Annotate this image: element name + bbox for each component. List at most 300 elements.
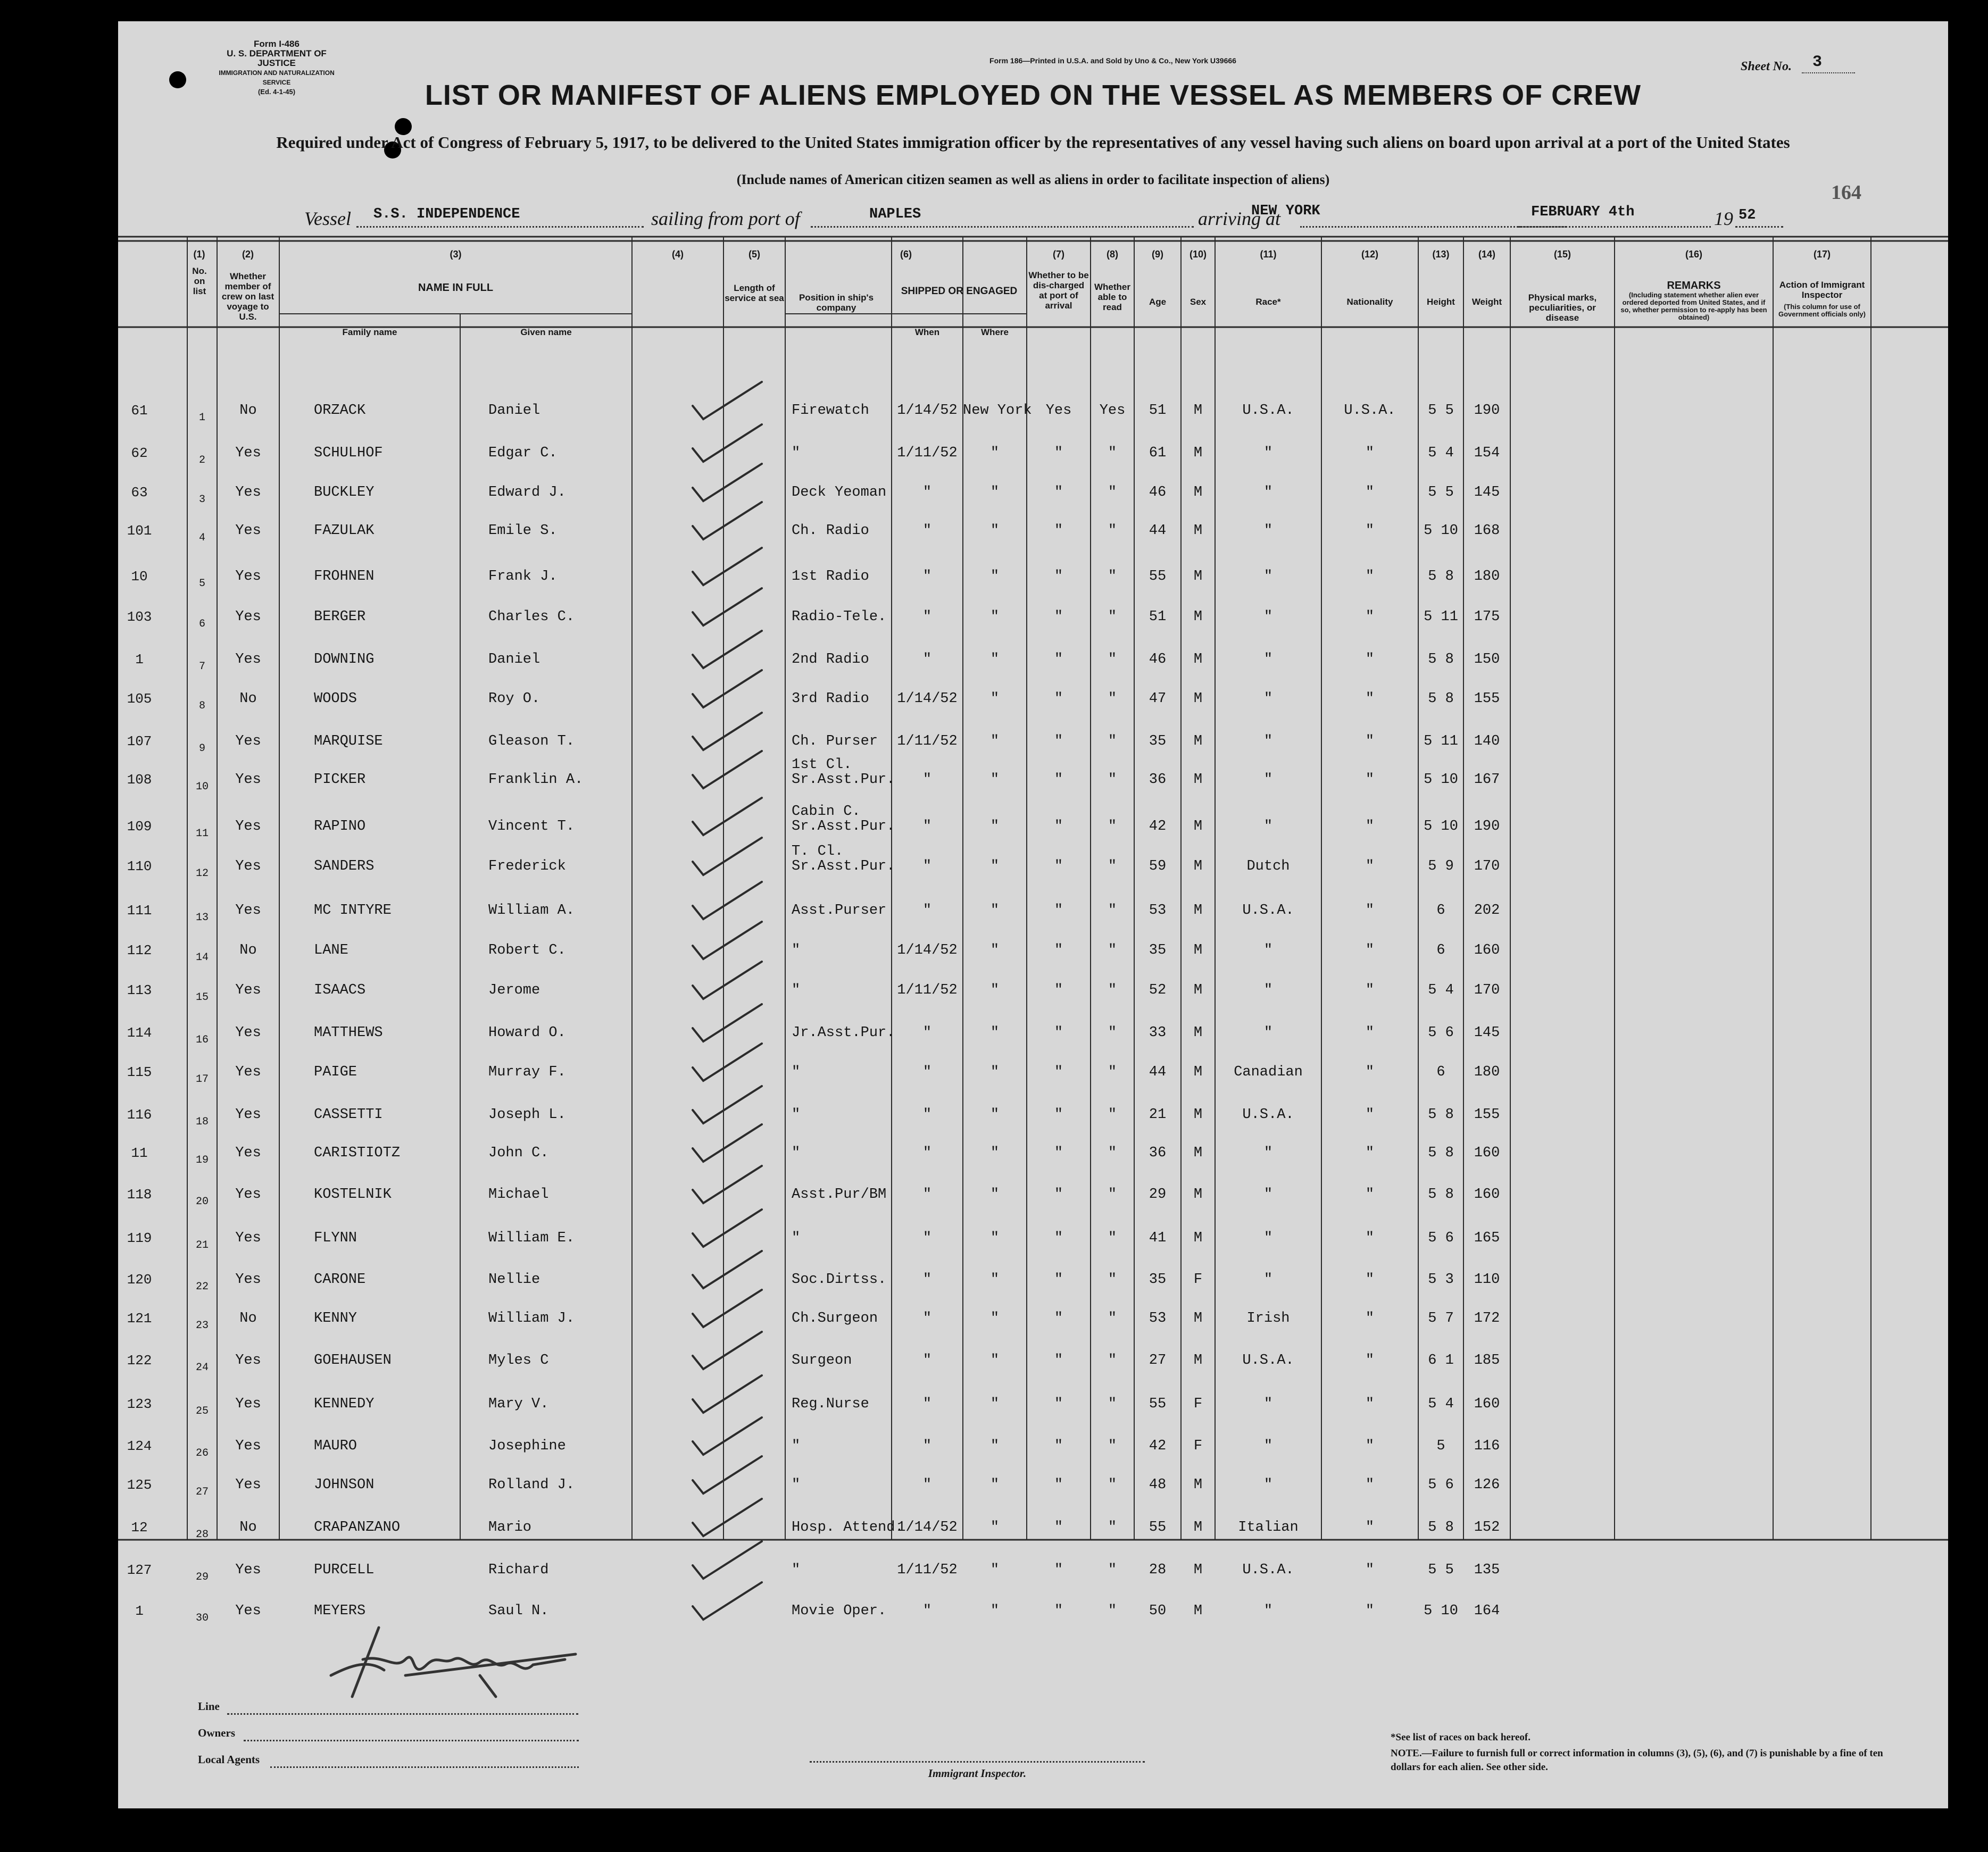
header-race: Race* bbox=[1255, 297, 1281, 307]
row-discharged: " bbox=[1054, 485, 1063, 500]
row-discharged: " bbox=[1054, 903, 1063, 919]
row-margin-number: 105 bbox=[127, 691, 152, 707]
row-able-to-read: " bbox=[1108, 982, 1117, 998]
row-list-number: 3 bbox=[198, 494, 205, 506]
row-sex: F bbox=[1193, 1438, 1203, 1454]
col-number: (2) bbox=[242, 249, 254, 260]
row-prev-voyage: Yes bbox=[235, 1145, 261, 1161]
row-nationality: " bbox=[1365, 652, 1375, 668]
row-nationality: " bbox=[1365, 733, 1375, 749]
service: IMMIGRATION AND NATURALIZATION SERVICE bbox=[219, 69, 335, 86]
vessel-label: Vessel bbox=[304, 208, 351, 229]
row-able-to-read: " bbox=[1108, 569, 1117, 585]
row-prev-voyage: No bbox=[239, 403, 257, 419]
check-mark-icon bbox=[682, 746, 767, 794]
row-prev-voyage: Yes bbox=[235, 903, 261, 919]
check-mark-icon bbox=[682, 497, 767, 545]
row-margin-number: 107 bbox=[127, 733, 152, 749]
row-margin-number: 101 bbox=[127, 523, 152, 539]
row-race: U.S.A. bbox=[1242, 1353, 1294, 1369]
col-number: (8) bbox=[1107, 249, 1118, 260]
header-where: Where bbox=[981, 327, 1009, 337]
row-able-to-read: " bbox=[1108, 1520, 1117, 1536]
row-height: 5 5 bbox=[1428, 485, 1454, 500]
row-age: 29 bbox=[1149, 1187, 1167, 1203]
row-position: Surgeon bbox=[792, 1353, 852, 1369]
row-given-name: Michael bbox=[488, 1187, 549, 1203]
row-shipped-where: " bbox=[990, 982, 1000, 998]
row-able-to-read: " bbox=[1108, 733, 1117, 749]
row-margin-number: 1 bbox=[135, 1603, 144, 1619]
row-weight: 170 bbox=[1474, 982, 1500, 998]
row-position: Soc.Dirtss. bbox=[792, 1272, 887, 1288]
row-family-name: SCHULHOF bbox=[314, 445, 383, 461]
line-fill bbox=[227, 1713, 578, 1715]
row-weight: 152 bbox=[1474, 1520, 1500, 1536]
row-height: 5 11 bbox=[1424, 609, 1458, 625]
sheet-no-value: 3 bbox=[1812, 53, 1823, 71]
row-prev-voyage: Yes bbox=[235, 1107, 261, 1123]
row-race: " bbox=[1263, 569, 1273, 585]
row-prev-voyage: No bbox=[239, 1311, 257, 1327]
row-discharged: " bbox=[1054, 982, 1063, 998]
row-nationality: " bbox=[1365, 1562, 1375, 1578]
row-nationality: " bbox=[1365, 1107, 1375, 1123]
row-shipped-where: " bbox=[990, 1562, 1000, 1578]
row-sex: M bbox=[1193, 903, 1203, 919]
row-weight: 202 bbox=[1474, 903, 1500, 919]
row-position: Ch.Surgeon bbox=[792, 1311, 878, 1327]
row-race: " bbox=[1263, 1272, 1273, 1288]
row-race: " bbox=[1263, 942, 1273, 958]
col-number: (7) bbox=[1053, 249, 1064, 260]
row-position: Firewatch bbox=[792, 403, 869, 419]
row-shipped-when: " bbox=[922, 858, 932, 874]
row-age: 53 bbox=[1149, 1311, 1167, 1327]
row-given-name: John C. bbox=[488, 1145, 549, 1161]
row-age: 35 bbox=[1149, 733, 1167, 749]
col-number: (9) bbox=[1152, 249, 1163, 260]
row-list-number: 13 bbox=[195, 912, 209, 924]
row-shipped-when: " bbox=[922, 1187, 932, 1203]
row-list-number: 15 bbox=[195, 991, 209, 1004]
row-sex: M bbox=[1193, 772, 1203, 788]
row-discharged: " bbox=[1054, 1064, 1063, 1080]
header-family-name: Family name bbox=[342, 327, 397, 337]
row-able-to-read: " bbox=[1108, 1311, 1117, 1327]
row-able-to-read: " bbox=[1108, 903, 1117, 919]
row-weight: 180 bbox=[1474, 1064, 1500, 1080]
row-shipped-when: " bbox=[922, 1311, 932, 1327]
row-height: 6 bbox=[1436, 942, 1445, 958]
row-given-name: Joseph L. bbox=[488, 1107, 566, 1123]
row-discharged: " bbox=[1054, 569, 1063, 585]
row-height: 5 10 bbox=[1424, 819, 1458, 835]
row-discharged: " bbox=[1054, 942, 1063, 958]
row-shipped-where: " bbox=[990, 1064, 1000, 1080]
row-shipped-when: " bbox=[922, 523, 932, 539]
row-family-name: BERGER bbox=[314, 609, 366, 625]
row-family-name: MARQUISE bbox=[314, 733, 383, 749]
row-weight: 175 bbox=[1474, 609, 1500, 625]
row-sex: M bbox=[1193, 523, 1203, 539]
row-shipped-where: " bbox=[990, 1353, 1000, 1369]
row-position: " bbox=[792, 982, 801, 998]
row-shipped-where: " bbox=[990, 1520, 1000, 1536]
row-height: 5 5 bbox=[1428, 403, 1454, 419]
row-shipped-where: " bbox=[990, 652, 1000, 668]
row-prev-voyage: Yes bbox=[235, 819, 261, 835]
row-nationality: " bbox=[1365, 569, 1375, 585]
row-sex: M bbox=[1193, 858, 1203, 874]
row-list-number: 2 bbox=[198, 454, 205, 466]
row-shipped-when: " bbox=[922, 1145, 932, 1161]
row-prev-voyage: Yes bbox=[235, 569, 261, 585]
row-race: U.S.A. bbox=[1242, 1107, 1294, 1123]
row-prev-voyage: Yes bbox=[235, 733, 261, 749]
col-number: (6) bbox=[900, 249, 912, 260]
row-position: " bbox=[792, 1107, 801, 1123]
row-shipped-when: " bbox=[922, 1064, 932, 1080]
row-race: " bbox=[1263, 1145, 1273, 1161]
signature bbox=[320, 1596, 597, 1713]
row-list-number: 22 bbox=[195, 1281, 209, 1293]
row-given-name: Mario bbox=[488, 1520, 532, 1536]
row-discharged: Yes bbox=[1045, 403, 1072, 419]
row-race: " bbox=[1263, 652, 1273, 668]
check-mark-icon bbox=[682, 1038, 767, 1086]
row-position: Asst.Purser bbox=[792, 903, 887, 919]
row-age: 36 bbox=[1149, 1145, 1167, 1161]
row-given-name: Edward J. bbox=[488, 485, 566, 500]
col-number: (1) bbox=[193, 249, 205, 260]
row-weight: 145 bbox=[1474, 1025, 1500, 1041]
row-race: U.S.A. bbox=[1242, 403, 1294, 419]
row-family-name: FLYNN bbox=[314, 1230, 357, 1246]
row-given-name: Roy O. bbox=[488, 691, 540, 707]
row-shipped-where: " bbox=[990, 1311, 1000, 1327]
row-nationality: " bbox=[1365, 1145, 1375, 1161]
row-position: Cabin C. Sr.Asst.Pur. bbox=[792, 804, 895, 835]
row-list-number: 8 bbox=[198, 700, 205, 712]
row-age: 50 bbox=[1149, 1603, 1167, 1619]
row-position: Reg.Nurse bbox=[792, 1396, 869, 1412]
row-able-to-read: " bbox=[1108, 609, 1117, 625]
row-height: 5 8 bbox=[1428, 1107, 1454, 1123]
row-position: " bbox=[792, 1438, 801, 1454]
row-age: 52 bbox=[1149, 982, 1167, 998]
row-able-to-read: " bbox=[1108, 1145, 1117, 1161]
row-position: 1st Cl. Sr.Asst.Pur. bbox=[792, 757, 895, 788]
row-given-name: Frank J. bbox=[488, 569, 558, 585]
row-shipped-when: " bbox=[922, 1603, 932, 1619]
row-prev-voyage: Yes bbox=[235, 1025, 261, 1041]
inspector-label: Immigrant Inspector. bbox=[928, 1767, 1027, 1780]
row-nationality: U.S.A. bbox=[1344, 403, 1396, 419]
row-prev-voyage: Yes bbox=[235, 1353, 261, 1369]
inspector-fill bbox=[810, 1761, 1145, 1763]
header-inspector-note: (This column for use of Government officials only) bbox=[1778, 303, 1866, 318]
row-sex: F bbox=[1193, 1396, 1203, 1412]
row-list-number: 29 bbox=[195, 1571, 209, 1583]
row-position: " bbox=[792, 445, 801, 461]
row-height: 5 4 bbox=[1428, 982, 1454, 998]
row-sex: M bbox=[1193, 942, 1203, 958]
row-height: 5 10 bbox=[1424, 523, 1458, 539]
stamp-number: 164 bbox=[1831, 181, 1861, 204]
row-nationality: " bbox=[1365, 1603, 1375, 1619]
row-weight: 150 bbox=[1474, 652, 1500, 668]
row-sex: M bbox=[1193, 485, 1203, 500]
row-height: 5 7 bbox=[1428, 1311, 1454, 1327]
row-family-name: PICKER bbox=[314, 772, 366, 788]
row-list-number: 23 bbox=[195, 1320, 209, 1332]
row-list-number: 17 bbox=[195, 1073, 209, 1086]
row-weight: 190 bbox=[1474, 403, 1500, 419]
year-prefix: 19 bbox=[1714, 208, 1733, 229]
row-list-number: 16 bbox=[195, 1034, 209, 1046]
row-nationality: " bbox=[1365, 609, 1375, 625]
row-list-number: 12 bbox=[195, 867, 209, 880]
row-position: Hosp. Attend. bbox=[792, 1520, 904, 1536]
row-position: " bbox=[792, 942, 801, 958]
row-height: 6 bbox=[1436, 1064, 1445, 1080]
header-sex: Sex bbox=[1190, 297, 1207, 307]
row-prev-voyage: No bbox=[239, 942, 257, 958]
header-able-to-read: Whether able to read bbox=[1094, 282, 1130, 312]
check-mark-icon bbox=[682, 583, 767, 631]
punch-hole bbox=[69, 1515, 94, 1540]
col-number: (3) bbox=[450, 249, 462, 260]
row-nationality: " bbox=[1365, 1396, 1375, 1412]
row-margin-number: 127 bbox=[127, 1562, 152, 1578]
row-age: 44 bbox=[1149, 1064, 1167, 1080]
row-weight: 160 bbox=[1474, 1187, 1500, 1203]
col-number: (17) bbox=[1813, 249, 1831, 260]
row-nationality: " bbox=[1365, 1064, 1375, 1080]
row-nationality: " bbox=[1365, 942, 1375, 958]
row-height: 5 8 bbox=[1428, 1520, 1454, 1536]
line-label: Line bbox=[198, 1700, 220, 1713]
row-height: 5 8 bbox=[1428, 1145, 1454, 1161]
row-given-name: Franklin A. bbox=[488, 772, 584, 788]
row-race: " bbox=[1263, 445, 1273, 461]
row-race: " bbox=[1263, 733, 1273, 749]
penalty-note: NOTE.—Failure to furnish full or correct information in columns (3), (5), (6), and (7) is punishable by a fine of ten dollars for each alien. See other side. bbox=[1391, 1748, 1883, 1773]
row-given-name: Vincent T. bbox=[488, 819, 575, 835]
row-list-number: 18 bbox=[195, 1116, 209, 1128]
row-age: 36 bbox=[1149, 772, 1167, 788]
row-list-number: 1 bbox=[198, 412, 205, 424]
row-nationality: " bbox=[1365, 485, 1375, 500]
row-margin-number: 125 bbox=[127, 1477, 152, 1493]
row-shipped-when: 1/11/52 bbox=[897, 982, 958, 998]
row-prev-voyage: Yes bbox=[235, 445, 261, 461]
row-able-to-read: " bbox=[1108, 1064, 1117, 1080]
row-list-number: 5 bbox=[198, 578, 205, 590]
row-weight: 170 bbox=[1474, 858, 1500, 874]
check-mark-icon bbox=[682, 1451, 767, 1499]
row-age: 27 bbox=[1149, 1353, 1167, 1369]
row-given-name: William E. bbox=[488, 1230, 575, 1246]
row-shipped-when: " bbox=[922, 1353, 932, 1369]
row-list-number: 25 bbox=[195, 1405, 209, 1417]
row-shipped-where: " bbox=[990, 858, 1000, 874]
row-margin-number: 119 bbox=[127, 1230, 152, 1246]
row-race: " bbox=[1263, 523, 1273, 539]
row-shipped-where: " bbox=[990, 942, 1000, 958]
row-able-to-read: " bbox=[1108, 1562, 1117, 1578]
row-shipped-where: " bbox=[990, 819, 1000, 835]
row-age: 42 bbox=[1149, 819, 1167, 835]
row-age: 51 bbox=[1149, 403, 1167, 419]
row-race: " bbox=[1263, 1603, 1273, 1619]
row-race: " bbox=[1263, 609, 1273, 625]
row-race: U.S.A. bbox=[1242, 903, 1294, 919]
row-age: 48 bbox=[1149, 1477, 1167, 1493]
row-able-to-read: " bbox=[1108, 445, 1117, 461]
row-discharged: " bbox=[1054, 1311, 1063, 1327]
row-nationality: " bbox=[1365, 691, 1375, 707]
row-prev-voyage: Yes bbox=[235, 1230, 261, 1246]
row-able-to-read: " bbox=[1108, 1603, 1117, 1619]
check-mark-icon bbox=[682, 1119, 767, 1167]
row-family-name: MEYERS bbox=[314, 1603, 366, 1619]
row-position: Ch. Purser bbox=[792, 733, 878, 749]
row-family-name: CASSETTI bbox=[314, 1107, 383, 1123]
row-shipped-when: 1/11/52 bbox=[897, 733, 958, 749]
row-sex: M bbox=[1193, 982, 1203, 998]
header-nationality: Nationality bbox=[1346, 297, 1393, 307]
row-given-name: Charles C. bbox=[488, 609, 575, 625]
header-given-name: Given name bbox=[520, 327, 572, 337]
row-age: 61 bbox=[1149, 445, 1167, 461]
row-shipped-when: " bbox=[922, 1025, 932, 1041]
row-height: 5 8 bbox=[1428, 652, 1454, 668]
row-height: 5 11 bbox=[1424, 733, 1458, 749]
check-mark-icon bbox=[682, 832, 767, 880]
row-able-to-read: " bbox=[1108, 772, 1117, 788]
row-age: 44 bbox=[1149, 523, 1167, 539]
row-position: " bbox=[792, 1145, 801, 1161]
row-able-to-read: " bbox=[1108, 1477, 1117, 1493]
row-family-name: JOHNSON bbox=[314, 1477, 375, 1493]
row-age: 55 bbox=[1149, 569, 1167, 585]
row-able-to-read: Yes bbox=[1099, 403, 1126, 419]
header-prev-voyage: Whether member of crew on last voyage to U.S. bbox=[221, 271, 275, 322]
row-weight: 190 bbox=[1474, 819, 1500, 835]
col-number: (10) bbox=[1189, 249, 1207, 260]
row-family-name: KENNY bbox=[314, 1311, 357, 1327]
row-nationality: " bbox=[1365, 445, 1375, 461]
row-weight: 140 bbox=[1474, 733, 1500, 749]
check-mark-icon bbox=[682, 956, 767, 1004]
row-nationality: " bbox=[1365, 819, 1375, 835]
row-prev-voyage: Yes bbox=[235, 485, 261, 500]
row-given-name: Rolland J. bbox=[488, 1477, 575, 1493]
row-list-number: 6 bbox=[198, 618, 205, 630]
row-prev-voyage: Yes bbox=[235, 1064, 261, 1080]
row-family-name: ISAACS bbox=[314, 982, 366, 998]
row-prev-voyage: Yes bbox=[235, 652, 261, 668]
col-number: (12) bbox=[1361, 249, 1378, 260]
row-given-name: William J. bbox=[488, 1311, 575, 1327]
header-physical-marks: Physical marks, peculiarities, or disease bbox=[1528, 293, 1597, 323]
row-shipped-when: 1/14/52 bbox=[897, 403, 958, 419]
row-nationality: " bbox=[1365, 772, 1375, 788]
row-weight: 160 bbox=[1474, 1396, 1500, 1412]
row-given-name: Murray F. bbox=[488, 1064, 566, 1080]
row-race: Irish bbox=[1246, 1311, 1290, 1327]
row-race: " bbox=[1263, 1230, 1273, 1246]
row-race: " bbox=[1263, 1396, 1273, 1412]
row-shipped-where: New York bbox=[963, 403, 1032, 419]
row-weight: 160 bbox=[1474, 942, 1500, 958]
row-sex: F bbox=[1193, 1272, 1203, 1288]
owners-fill bbox=[244, 1739, 579, 1741]
vessel-name: S.S. INDEPENDENCE bbox=[373, 206, 520, 222]
row-sex: M bbox=[1193, 445, 1203, 461]
row-age: 46 bbox=[1149, 485, 1167, 500]
row-height: 5 9 bbox=[1428, 858, 1454, 874]
row-age: 42 bbox=[1149, 1438, 1167, 1454]
row-position: Ch. Radio bbox=[792, 523, 869, 539]
row-list-number: 28 bbox=[195, 1529, 209, 1541]
row-family-name: CARONE bbox=[314, 1272, 366, 1288]
row-weight: 116 bbox=[1474, 1438, 1500, 1454]
row-list-number: 21 bbox=[195, 1239, 209, 1252]
row-shipped-where: " bbox=[990, 1107, 1000, 1123]
row-height: 5 4 bbox=[1428, 445, 1454, 461]
row-shipped-where: " bbox=[990, 1145, 1000, 1161]
check-mark-icon bbox=[682, 1204, 767, 1252]
row-sex: M bbox=[1193, 1064, 1203, 1080]
row-shipped-where: " bbox=[990, 1603, 1000, 1619]
row-margin-number: 122 bbox=[127, 1353, 152, 1369]
row-discharged: " bbox=[1054, 1025, 1063, 1041]
header-remarks: REMARKS bbox=[1667, 280, 1721, 291]
row-discharged: " bbox=[1054, 1396, 1063, 1412]
row-prev-voyage: No bbox=[239, 1520, 257, 1536]
row-list-number: 14 bbox=[195, 952, 209, 964]
row-able-to-read: " bbox=[1108, 1396, 1117, 1412]
row-prev-voyage: Yes bbox=[235, 609, 261, 625]
row-shipped-when: " bbox=[922, 1272, 932, 1288]
row-position: T. Cl. Sr.Asst.Pur. bbox=[792, 844, 895, 874]
row-margin-number: 62 bbox=[131, 445, 148, 461]
agents-label: Local Agents bbox=[198, 1753, 260, 1766]
department: U. S. DEPARTMENT OF JUSTICE bbox=[227, 48, 327, 68]
header-shipped-engaged: SHIPPED OR ENGAGED bbox=[901, 286, 1018, 297]
row-family-name: KENNEDY bbox=[314, 1396, 375, 1412]
row-weight: 126 bbox=[1474, 1477, 1500, 1493]
row-sex: M bbox=[1193, 1477, 1203, 1493]
row-sex: M bbox=[1193, 691, 1203, 707]
row-position: Radio-Tele. bbox=[792, 609, 887, 625]
row-age: 47 bbox=[1149, 691, 1167, 707]
row-height: 5 6 bbox=[1428, 1230, 1454, 1246]
row-margin-number: 112 bbox=[127, 942, 152, 958]
row-discharged: " bbox=[1054, 1520, 1063, 1536]
row-age: 21 bbox=[1149, 1107, 1167, 1123]
row-shipped-where: " bbox=[990, 485, 1000, 500]
row-sex: M bbox=[1193, 1107, 1203, 1123]
check-mark-icon bbox=[682, 1494, 767, 1541]
row-margin-number: 111 bbox=[127, 903, 152, 919]
row-given-name: Mary V. bbox=[488, 1396, 549, 1412]
row-shipped-when: " bbox=[922, 1107, 932, 1123]
row-shipped-where: " bbox=[990, 1396, 1000, 1412]
